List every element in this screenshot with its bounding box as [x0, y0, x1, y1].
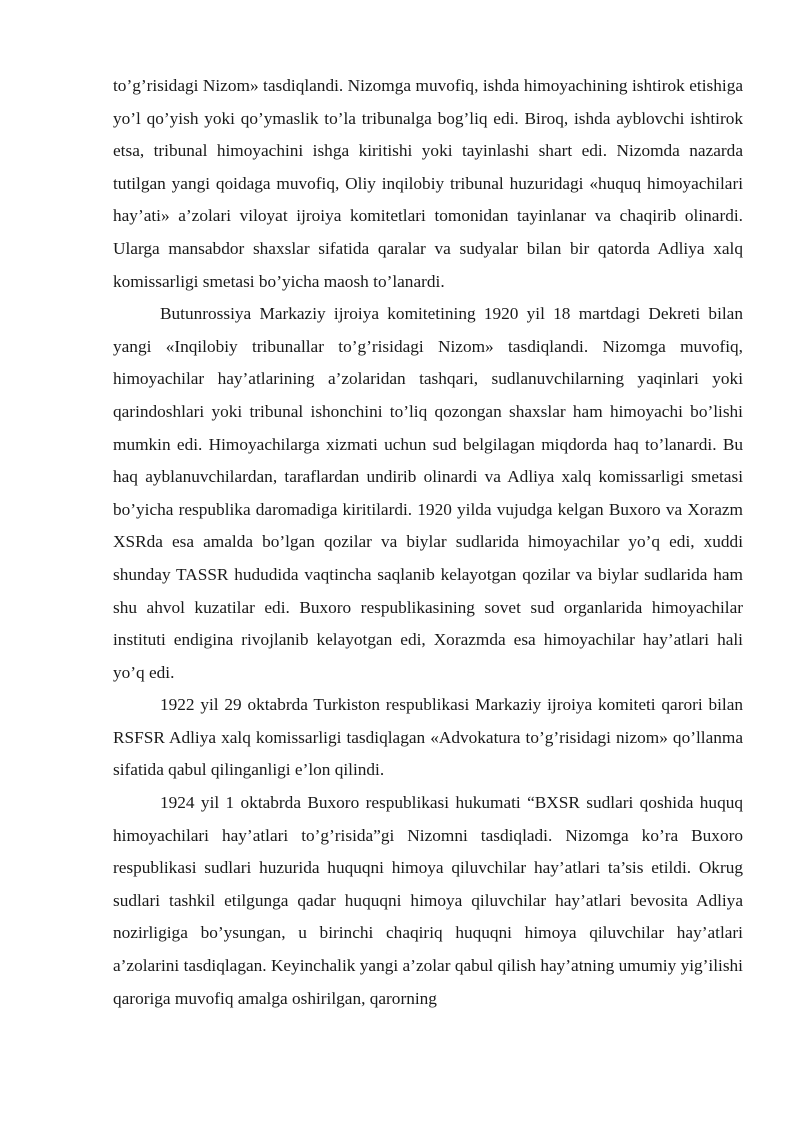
paragraph-1922-turkestan: 1922 yil 29 oktabrda Turkiston respublikasi Markaziy ijroiya komiteti qarori bilan RSFSR Adliya xalq komissarligi tasdiqlagan «Advokatura to’g’risidagi nizom» qo’llanma sifatida qabul qilinganligi e’lon qilindi. — [113, 695, 743, 780]
paragraph-1920-decree: Butunrossiya Markaziy ijroiya komitetining 1920 yil 18 martdagi Dekreti bilan yangi «Inqilobiy tribunallar to’g’risidagi Nizom» tasdiqlandi. Nizomga muvofiq, himoyachilar hay’atlarining a’zolaridan tashqari, sudlanuvchilarning yaqinlari yoki qarindoshlari yoki tribunal ishonchini to’liq qozongan shaxslar ham himoyachi bo’lishi mumkin edi. Himoyachilarga xizmati uchun sud belgilagan miqdorda haq to’lanardi. Bu haq ayblanuvchilardan, taraflardan undirib olinardi va Adliya xalq komissarligi smetasi bo’yicha respublika daromadiga kiritilardi. 1920 yilda vujudga kelgan Buxoro va Xorazm XSRda esa amalda bo’lgan qozilar va biylar sudlarida himoyachilar yo’q edi, xuddi shunday TASSR hududida vaqtincha saqlanib kelayotgan qozilar va biylar sudlarida ham shu ahvol kuzatilar edi. Buxoro respublikasining sovet sud organlarida himoyachilar instituti endigina rivojlanib kelayotgan edi, Xorazmda esa himoyachilar hay’atlari hali yo’q edi. — [113, 304, 743, 682]
paragraph-1924-bukhara: 1924 yil 1 oktabrda Buxoro respublikasi hukumati “BXSR sudlari qoshida huquq himoyachilari hay’atlari to’g’risida”gi Nizomni tasdiqladi. Nizomga ko’ra Buxoro respublikasi sudlari huzurida huquqni himoya qiluvchilar hay’atlari ta’sis etildi. Okrug sudlari tashkil etilgunga qadar huquqni himoya qiluvchilar hay’atlari bevosita Adliya nozirligiga bo’ysungan, u birinchi chaqiriq huquqni himoya qiluvchilar hay’atlari a’zolarini tasdiqlagan. Keyinchalik yangi a’zolar qabul qilish hay’atning umumiy yig’ilishi qaroriga muvofiq amalga oshirilgan, qarorning — [113, 793, 743, 1008]
paragraph-continuation: to’g’risidagi Nizom» tasdiqlandi. Nizomga muvofiq, ishda himoyachining ishtirok etishiga yo’l qo’yish yoki qo’ymaslik to’la tribunalga bog’liq edi. Biroq, ishda ayblovchi ishtirok etsa, tribunal himoyachini ishga kiritishi yoki tayinlashi shart edi. Nizomda nazarda tutilgan yangi qoidaga muvofiq, Oliy inqilobiy tribunal huzuridagi «huquq himoyachilari hay’ati» a’zolari viloyat ijroiya komitetlari tomonidan tayinlanar va chaqirib olinardi. Ularga mansabdor shaxslar sifatida qaralar va sudyalar bilan bir qatorda Adliya xalq komissarligi smetasi bo’yicha maosh to’lanardi. — [113, 76, 743, 291]
document-page — [113, 70, 743, 1015]
